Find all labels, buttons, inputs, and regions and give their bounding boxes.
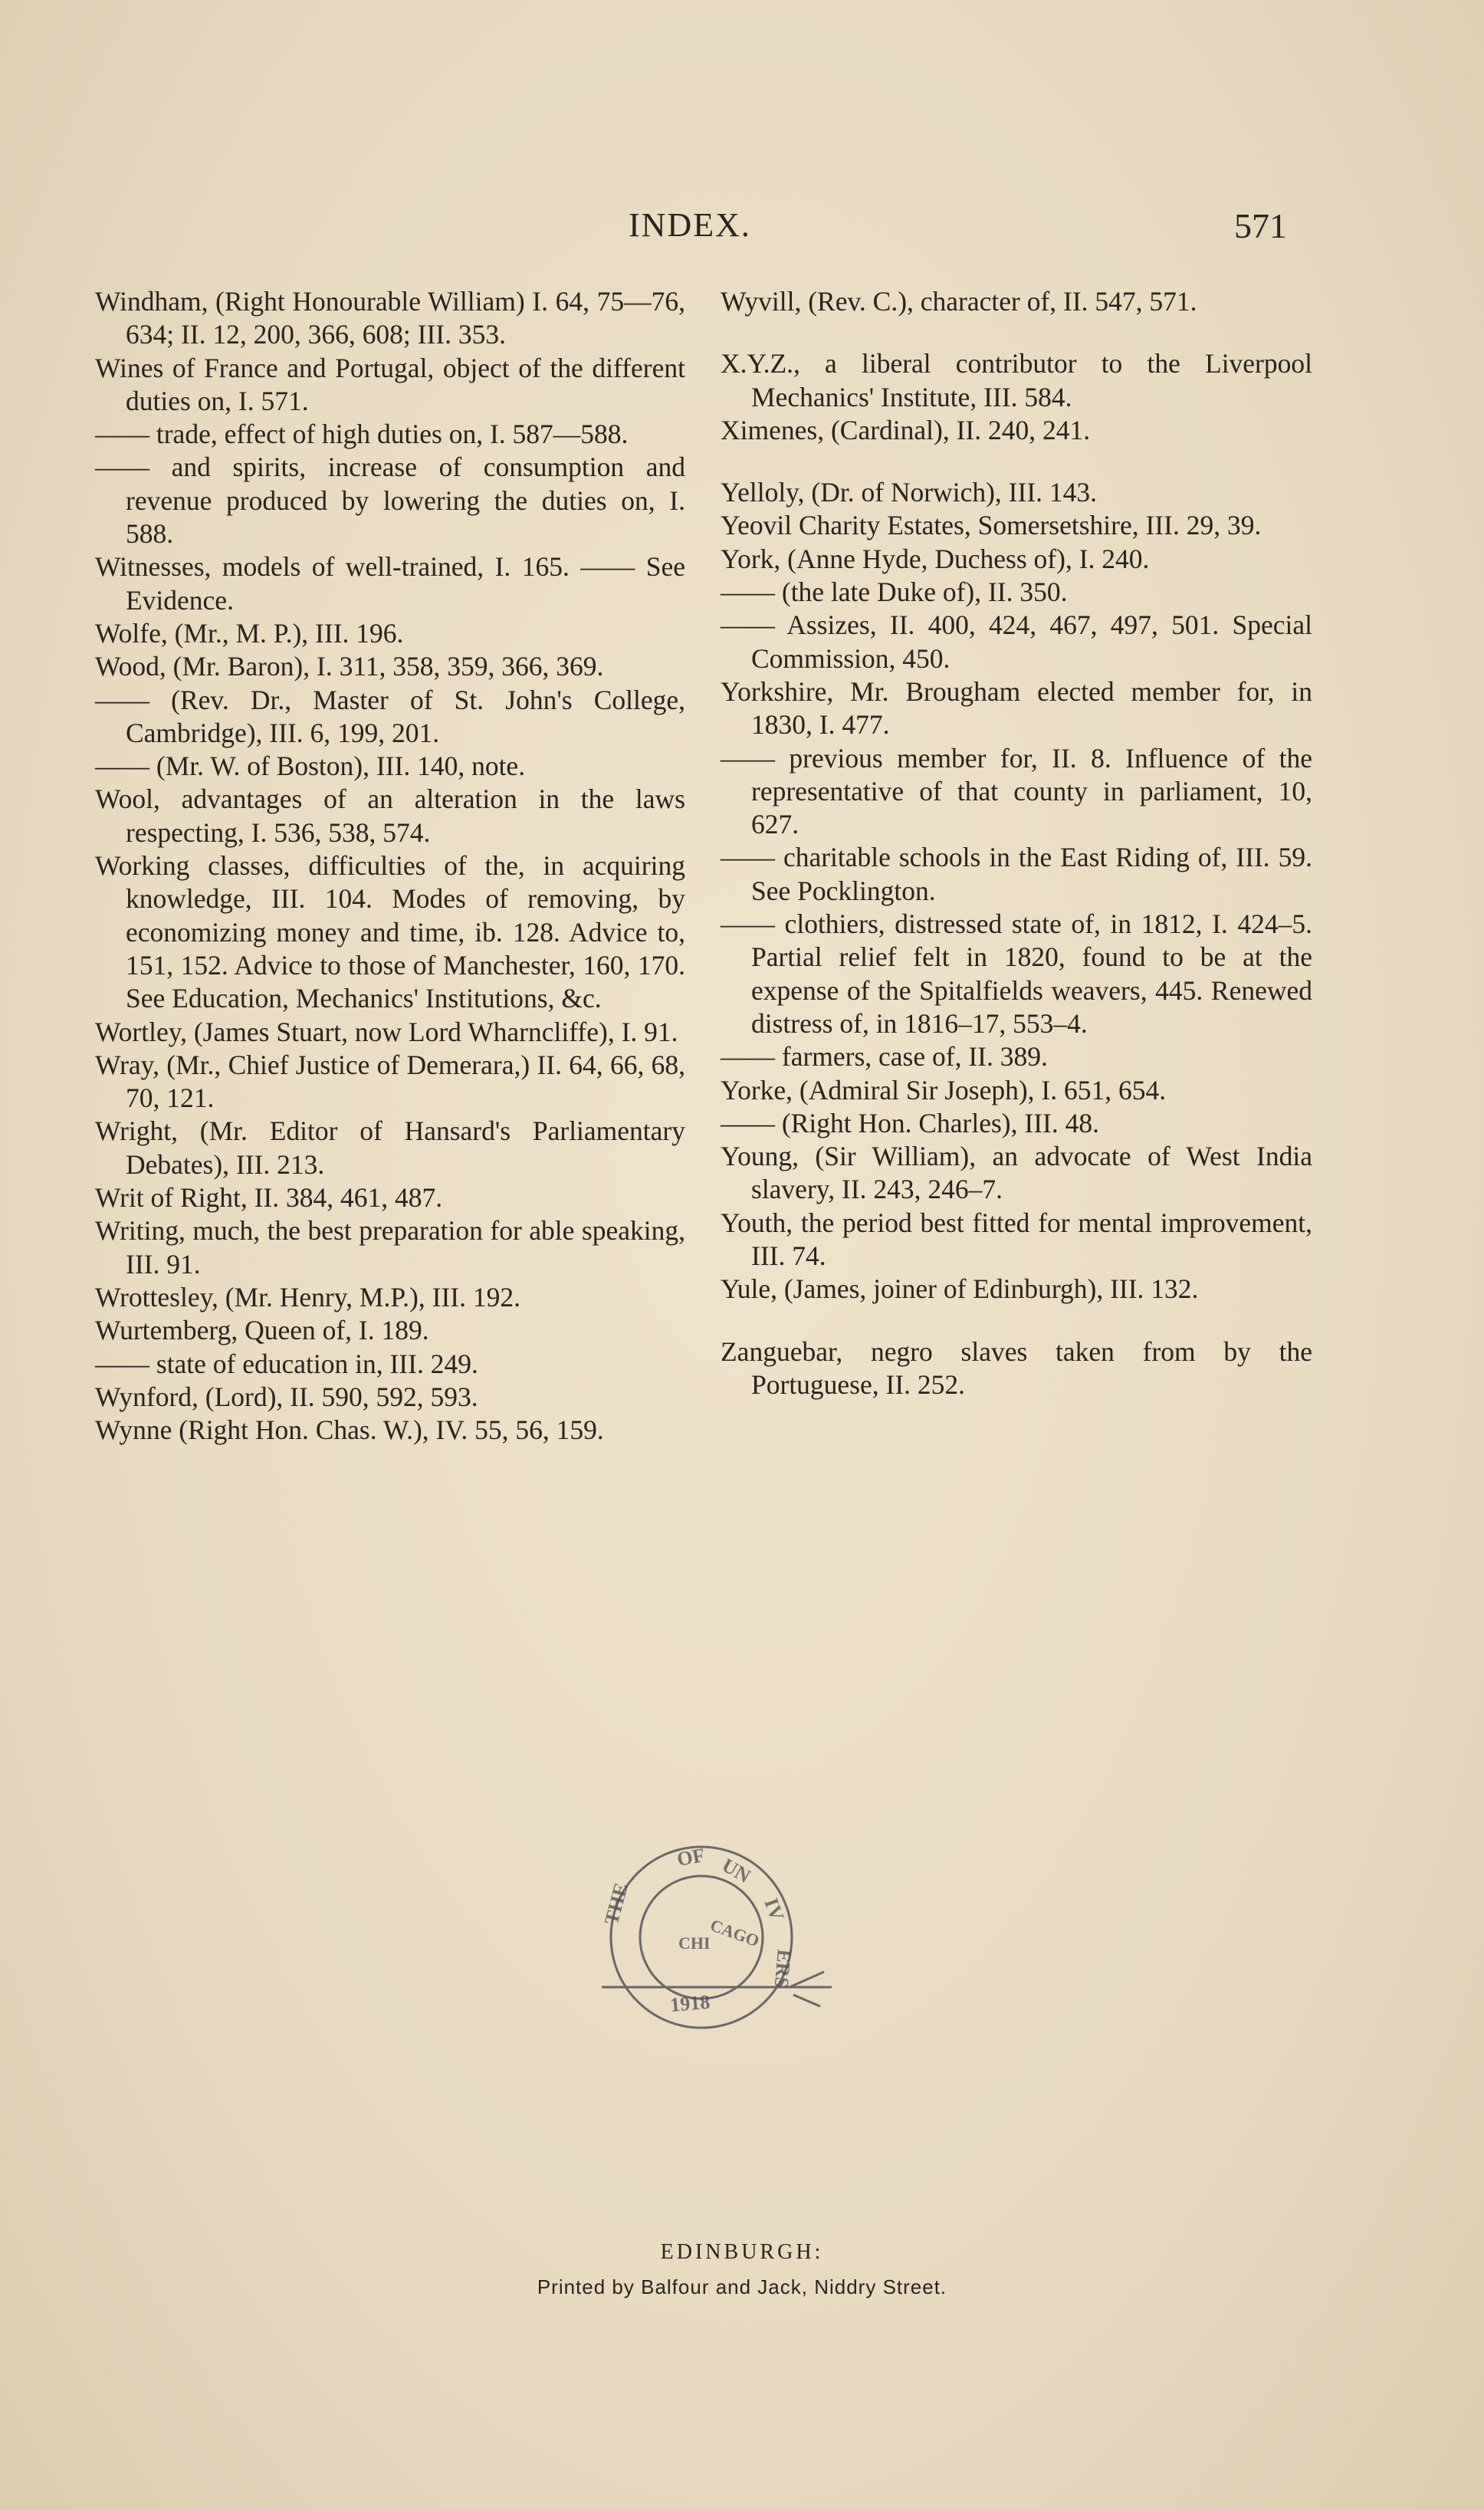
index-entry: —— (the late Duke of), II. 350. xyxy=(721,577,1068,608)
index-entry: —— clothiers, distressed state of, in 1812, I. 424–5. Partial relief felt in 1820, found to be at the expense of the Spitalfields weavers, 445. Renewed distress of, in 1816–17, 553–4. xyxy=(721,908,1312,1039)
svg-text:CAGO: CAGO xyxy=(708,1915,762,1951)
running-header xyxy=(0,205,1484,251)
index-entry: —— previous member for, II. 8. Influence of the representative of that county in parliament, 10, 627. xyxy=(721,742,1312,840)
library-stamp xyxy=(586,1834,847,2041)
index-entry: Wolfe, (Mr., M. P.), III. 196. xyxy=(95,617,404,649)
index-entry: —— state of education in, III. 249. xyxy=(95,1348,478,1379)
index-entry: Youth, the period best fitted for mental improvement, III. 74. xyxy=(721,1207,1312,1272)
svg-text:IV: IV xyxy=(760,1895,789,1924)
index-entry: Yeovil Charity Estates, Somersetshire, III. 29, 39. xyxy=(721,510,1262,541)
index-entry: —— trade, effect of high duties on, I. 587—588. xyxy=(95,419,629,450)
index-entry: Yorkshire, Mr. Brougham elected member for, in 1830, I. 477. xyxy=(721,675,1312,741)
index-entry: X.Y.Z., a liberal contributor to the Liverpool Mechanics' Institute, III. 584. xyxy=(721,348,1312,412)
imprint-city: EDINBURGH: xyxy=(660,2240,824,2264)
svg-text:OF: OF xyxy=(675,1844,707,1871)
index-entry: Wrottesley, (Mr. Henry, M.P.), III. 192. xyxy=(95,1281,520,1312)
index-entry: —— Assizes, II. 400, 424, 467, 497, 501. Special Commission, 450. xyxy=(721,609,1312,674)
svg-text:1918: 1918 xyxy=(668,1990,711,2016)
index-entry: Yelloly, (Dr. of Norwich), III. 143. xyxy=(721,477,1098,508)
page-title: INDEX. xyxy=(629,206,751,244)
index-entry: Working classes, difficulties of the, in acquiring knowledge, III. 104. Modes of removing, by economizing money and time, ib. 128. Advice to, 151, 152. Advice to those of Manchester, 160, 170. See Education, Mechanics' Institutions, &c. xyxy=(95,850,685,1014)
index-entry: Wurtemberg, Queen of, I. 189. xyxy=(95,1315,429,1346)
index-entry: Wright, (Mr. Editor of Hansard's Parliamentary Debates), III. 213. xyxy=(95,1115,685,1180)
index-entry: Witnesses, models of well-trained, I. 165. —— See Evidence. xyxy=(95,551,685,616)
index-entry: Wyvill, (Rev. C.), character of, II. 547, 571. xyxy=(721,286,1197,317)
index-entry: Wortley, (James Stuart, now Lord Wharncliffe), I. 91. xyxy=(95,1016,678,1047)
index-entry: Yule, (James, joiner of Edinburgh), III. 132. xyxy=(721,1273,1199,1305)
index-entry: Writing, much, the best preparation for able speaking, III. 91. xyxy=(95,1215,685,1280)
index-entry: —— (Mr. W. of Boston), III. 140, note. xyxy=(95,751,526,782)
index-entry: —— charitable schools in the East Riding of, III. 59. See Pocklington. xyxy=(721,842,1312,906)
index-entry: —— (Rev. Dr., Master of St. John's College, Cambridge), III. 6, 199, 201. xyxy=(95,684,685,748)
svg-text:CHI: CHI xyxy=(678,1933,711,1953)
index-entry: Ximenes, (Cardinal), II. 240, 241. xyxy=(721,414,1091,445)
index-entry: —— farmers, case of, II. 389. xyxy=(721,1041,1048,1073)
index-entry: —— and spirits, increase of consumption and revenue produced by lowering the duties on, I. 588. xyxy=(95,452,685,550)
index-entry: York, (Anne Hyde, Duchess of), I. 240. xyxy=(721,543,1150,574)
index-column-left xyxy=(95,285,685,1447)
index-entry: Young, (Sir William), an advocate of West India slavery, II. 243, 246–7. xyxy=(721,1141,1312,1205)
index-entry: Wines of France and Portugal, object of the different duties on, I. 571. xyxy=(95,352,685,416)
index-entry: Wynne (Right Hon. Chas. W.), IV. 55, 56, 159. xyxy=(95,1414,604,1446)
svg-text:THE: THE xyxy=(599,1880,633,1927)
svg-text:UN: UN xyxy=(718,1854,755,1887)
index-column-right xyxy=(721,285,1312,1401)
imprint-printer: Printed by Balfour and Jack, Niddry Street. xyxy=(537,2275,947,2298)
index-entry: Wool, advantages of an alteration in the laws respecting, I. 536, 538, 574. xyxy=(95,784,685,848)
svg-text:ERS: ERS xyxy=(770,1948,796,1989)
index-entry: Writ of Right, II. 384, 461, 487. xyxy=(95,1182,443,1214)
index-entry: Zanguebar, negro slaves taken from by the Portuguese, II. 252. xyxy=(721,1335,1312,1400)
index-entry: Wood, (Mr. Baron), I. 311, 358, 359, 366, 369. xyxy=(95,651,604,682)
index-entry: Wynford, (Lord), II. 590, 592, 593. xyxy=(95,1381,478,1412)
library-stamp-seal xyxy=(586,1834,847,2041)
page-number: 571 xyxy=(1234,206,1287,245)
index-entry: Windham, (Right Honourable William) I. 64, 75—76, 634; II. 12, 200, 366, 608; III. 353. xyxy=(95,286,685,350)
index-entry: —— (Right Hon. Charles), III. 48. xyxy=(721,1107,1099,1138)
index-entry: Wray, (Mr., Chief Justice of Demerara,) II. 64, 66, 68, 70, 121. xyxy=(95,1049,685,1114)
index-entry: Yorke, (Admiral Sir Joseph), I. 651, 654. xyxy=(721,1074,1167,1106)
